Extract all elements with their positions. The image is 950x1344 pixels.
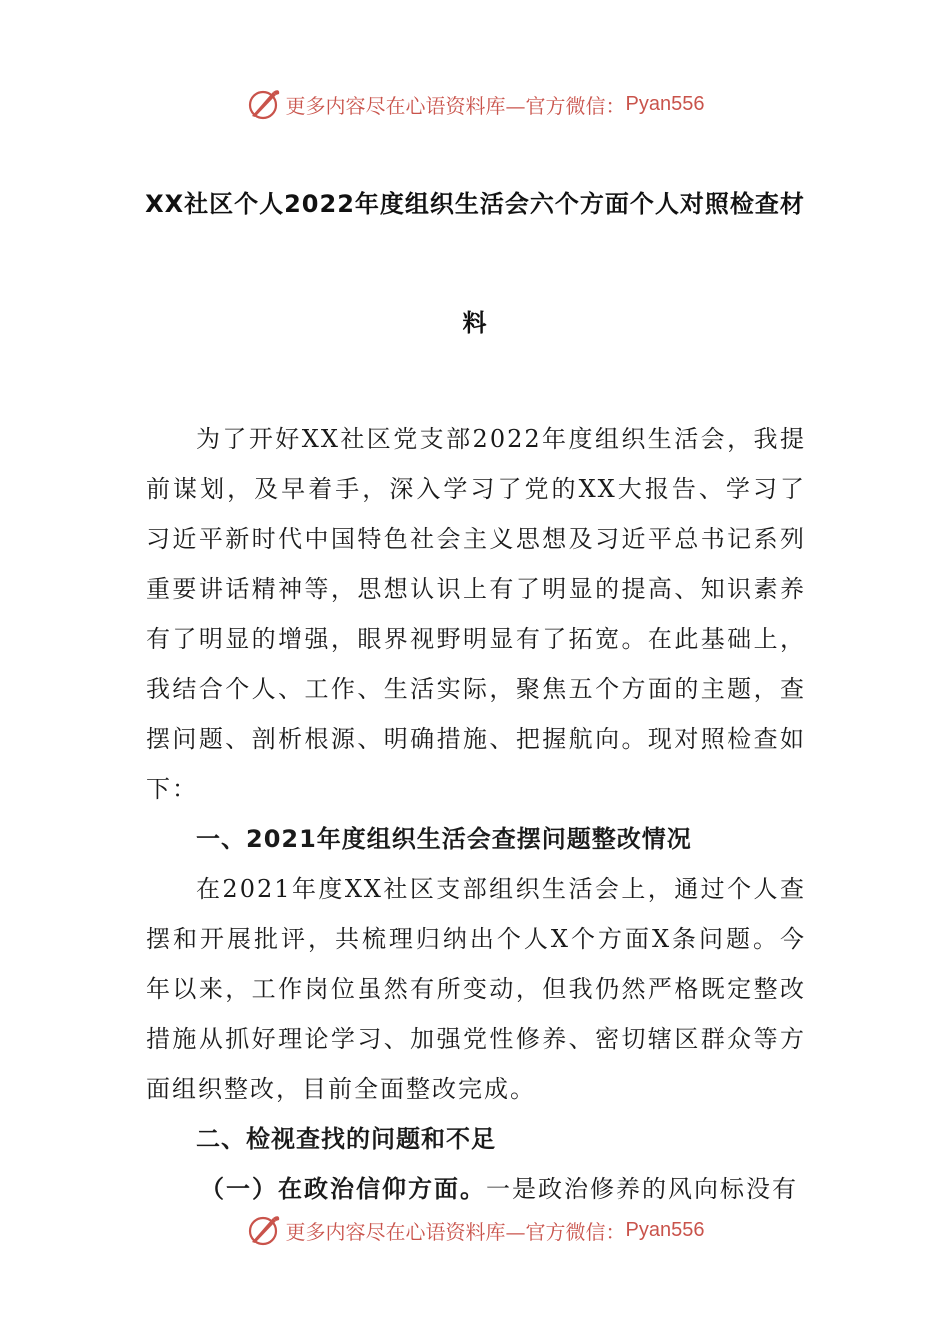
document-title-line2: 料 [462,309,488,337]
section-2-heading: 二、检视查找的问题和不足 [196,1125,496,1153]
watermark-footer [0,1210,950,1250]
quill-logo-icon [246,86,282,122]
subsection-1-label: （一）在政治信仰方面。 [200,1175,486,1203]
watermark-text: 更多内容尽在心语资料库—官方微信： [285,1219,626,1244]
section-1-paragraph: 在2021年度XX社区支部组织生活会上，通过个人查摆和开展批评，共梳理归纳出个人X个方面X条问题。今年以来，工作岗位虽然有所变动，但我仍然严格既定整改措施从抓好理论学习、加强党性修养、密切辖区群众等方面组织整改，目前全面整改完成。 [146,875,806,1103]
watermark-text: 更多内容尽在心语资料库—官方微信： [285,93,626,118]
quill-logo-icon [246,1212,282,1248]
subsection-1-paragraph [146,1164,806,1214]
watermark-header [0,84,950,124]
section-1-heading: 一、2021年度组织生活会查摆问题整改情况 [196,825,692,853]
intro-paragraph: 为了开好XX社区党支部2022年度组织生活会，我提前谋划，及早着手，深入学习了党的XX大报告、学习了习近平新时代中国特色社会主义思想及习近平总书记系列重要讲话精神等，思想认识上有了明显的提高、知识素养有了明显的增强，眼界视野明显有了拓宽。在此基础上，我结合个人、工作、生活实际，聚焦五个方面的主题，查摆问题、剖析根源、明确措施、把握航向。现对照检查如下： [146,425,806,803]
watermark-wechat-id: Pyan556 [625,92,705,115]
watermark-wechat-id: Pyan556 [625,1218,705,1241]
document-title-line1: XX社区个人2022年度组织生活会六个方面个人对照检查材 [145,190,805,218]
subsection-1-text: 一是政治修养的风向标没有 [486,1175,798,1203]
document-body [146,414,806,1214]
